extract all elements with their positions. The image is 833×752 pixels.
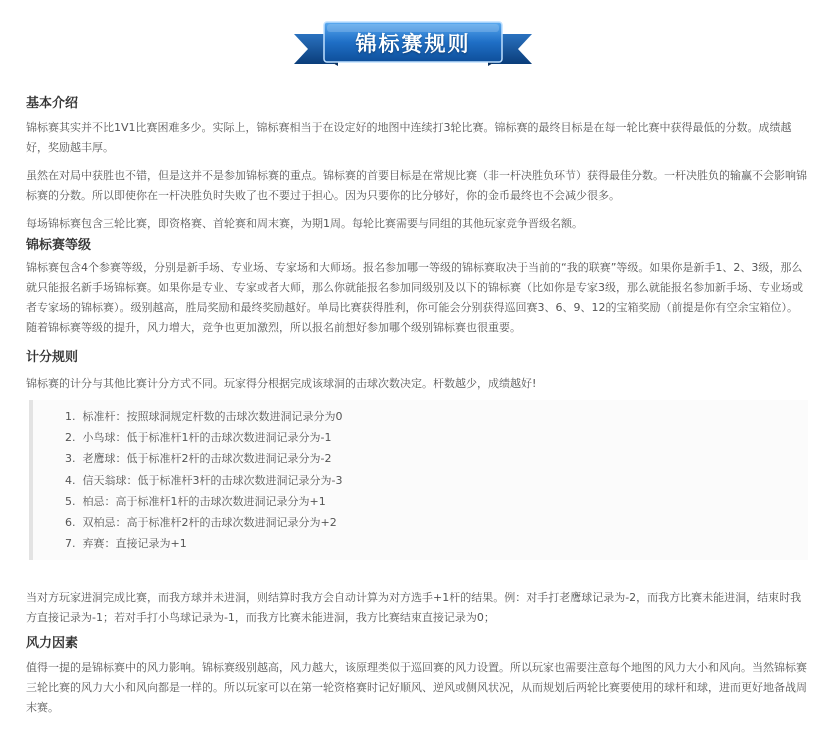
list-item: 4. 信天翁球：低于标准杆3杆的击球次数进洞记录分为-3 [65,473,343,487]
scoring-rules-box [29,400,808,560]
section-title-wind: 风力因素 [26,636,79,652]
section-title-scoring: 计分规则 [26,350,79,365]
list-item: 6. 双柏忌：高于标准杆2杆的击球次数进洞记录分为+2 [65,516,337,530]
page-title: 锦标赛规则 [355,32,471,56]
wind-paragraph: 值得一提的是锦标赛中的风力影响。锦标赛级别越高，风力越大，该原理类似于巡回赛的风力设置。所以玩家也需要注意每个地图的风力大小和风向。当然锦标赛三轮比赛的风力大小和风向都是一样的。所以玩家可以在第一轮资格赛时记好顺风、逆风或侧风状况，从而规划后两轮比赛要使用的球杆和球，进而更好地备战周末赛。 [26,661,807,715]
title-banner [290,12,536,72]
list-item: 5. 柏忌：高于标准杆1杆的击球次数进洞记录分为+1 [65,494,326,508]
list-item: 3. 老鹰球：低于标准杆2杆的击球次数进洞记录分为-2 [65,452,332,466]
intro-paragraph-2: 虽然在对局中获胜也不错，但是这并不是参加锦标赛的重点。锦标赛的首要目标是在常规比赛（非一杆决胜负环节）获得最佳分数。一杆决胜负的输赢不会影响锦标赛的分数。所以即使你在一杆决胜负时失败了也不要过于担心。因为只要你的比分够好，你的金币最终也不会减少很多。 [26,169,807,202]
intro-paragraph-1: 锦标赛其实并不比1V1比赛困难多少。实际上，锦标赛相当于在设定好的地图中连续打3轮比赛。锦标赛的最终目标是在每一轮比赛中获得最低的分数。成绩越好，奖励越丰厚。 [26,121,792,154]
rules-content [26,90,808,718]
scoring-paragraph-1: 锦标赛的计分与其他比赛计分方式不同。玩家得分根据完成该球洞的击球次数决定。杆数越少，成绩越好! [26,377,537,390]
levels-paragraph: 锦标赛包含4个参赛等级，分别是新手场、专业场、专家场和大师场。报名参加哪一等级的锦标赛取决于当前的“我的联赛”等级。如果你是新手1、2、3级，那么就只能报名新手场锦标赛。如果你是专业、专家或者大师，那么你就能报名参加同级别及以下的锦标赛（比如你是专家3级，那么就能报名参加新手场、专业场或者专家场的锦标赛）。级别越高，胜局奖励和最终奖励越好。单局比赛获得胜利，你可能会分别获得巡回赛3、6、9、12的宝箱奖励（前提是你有空余宝箱位）。随着锦标赛等级的提升，风力增大，竞争也更加激烈，所以报名前想好参加哪个级别锦标赛也很重要。 [26,261,803,334]
intro-paragraph-3: 每场锦标赛包含三轮比赛，即资格赛、首轮赛和周末赛，为期1周。每轮比赛需要与同组的其他玩家竞争晋级名额。 [26,217,583,230]
list-item: 7. 弃赛：直接记录为+1 [65,537,187,551]
list-item: 2. 小鸟球：低于标准杆1杆的击球次数进洞记录分为-1 [65,431,332,445]
list-item: 1. 标准杆：按照球洞规定杆数的击球次数进洞记录分为0 [65,410,343,423]
section-title-levels: 锦标赛等级 [26,238,92,253]
scoring-rules-list [33,406,808,554]
scoring-paragraph-2: 当对方玩家进洞完成比赛，而我方球并未进洞，则结算时我方会自动计算为对方选手+1杆的结果。例：对手打老鹰球记录为-2，而我方比赛未能进洞，结束时我方直接记录为-1；若对手打小鸟球记录为-1，而我方比赛未能进洞，我方比赛结束直接记录为0； [26,591,802,625]
section-title-intro: 基本介绍 [26,96,79,111]
